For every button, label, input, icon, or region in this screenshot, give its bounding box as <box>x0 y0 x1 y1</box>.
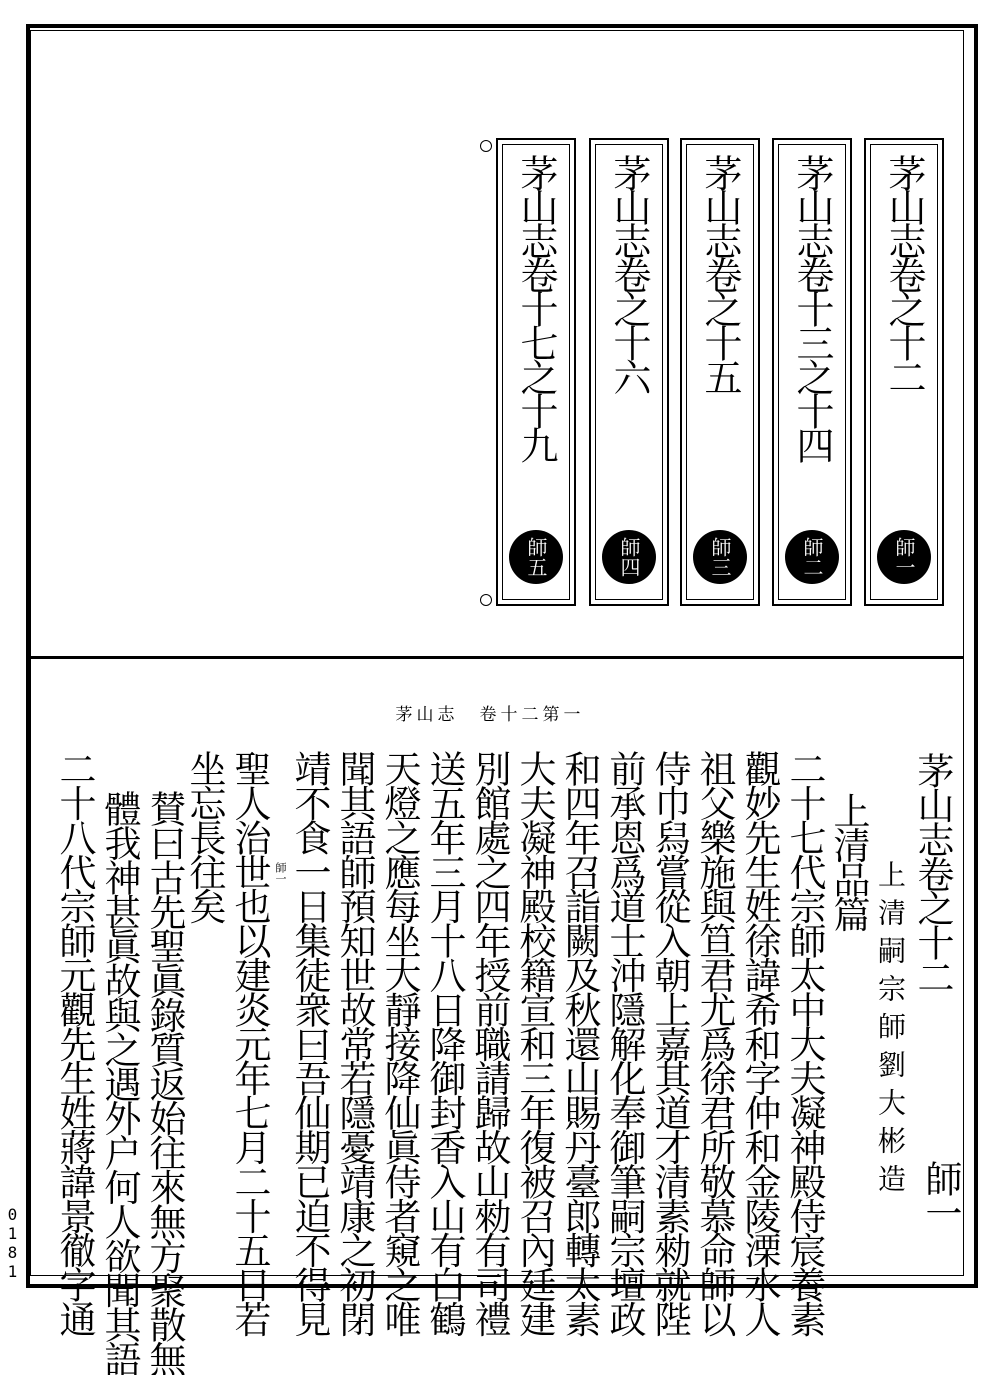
text-column: 師一 <box>919 1160 962 1229</box>
volume-seal: 師三 <box>693 530 747 584</box>
page-divider <box>31 656 963 659</box>
text-column: 體我神甚眞故與之遇外户何人欲聞其語 <box>98 790 141 1375</box>
text-column: 靖不食一日集徒衆曰吾仙期已迫不得見 <box>288 750 331 1335</box>
text-column: 大夫凝神殿校籍宣和三年復被召內廷建 <box>513 750 556 1335</box>
volume-seal: 師五 <box>509 530 563 584</box>
volume-seal: 師一 <box>877 530 931 584</box>
text-column: 二十八代宗師元觀先生姓蔣諱景徹字通 <box>53 750 96 1335</box>
text-column: 茅山志卷之十二 <box>911 752 954 993</box>
volume-title: 茅山志卷之十二 <box>882 154 926 392</box>
text-column: 觀妙先生姓徐諱希和字仲和金陵溧水人 <box>738 750 781 1335</box>
volume-label-1 <box>864 138 944 606</box>
text-column: 聞其語師預知世故常若隱憂靖康之初閉 <box>333 750 376 1335</box>
text-column: 賛曰古先聖眞錄質返始往來無方聚散無 <box>143 790 186 1375</box>
text-column: 上清品篇 <box>827 792 870 930</box>
text-column: 送五年三月十八日降御封香入山有白鶴 <box>423 750 466 1335</box>
text-column: 祖父樂施與笪君尤爲徐君所敬慕命師以 <box>693 750 736 1335</box>
text-column: 上清嗣宗師劉大彬造 <box>874 860 907 1202</box>
page-number: 0181 <box>3 1205 22 1281</box>
volume-seal: 師四 <box>602 530 656 584</box>
fold-margin-note: 師一 <box>274 862 287 884</box>
binding-hole-bottom <box>480 594 492 606</box>
text-column: 前承恩爲道士沖隱解化奉御筆嗣宗壇政 <box>603 750 646 1335</box>
volume-seal: 師二 <box>785 530 839 584</box>
volume-title: 茅山志卷之十五 <box>698 154 742 392</box>
text-column: 坐忘長往矣 <box>183 750 226 923</box>
text-column: 和四年召詣闕及秋還山賜丹臺郎轉太素 <box>558 750 601 1335</box>
text-column: 天燈之應每坐大靜接降仙眞侍者窺之唯 <box>378 750 421 1335</box>
volume-label-2 <box>772 138 852 606</box>
text-column: 侍巾舄嘗從入朝上嘉其道才清素勑就陛 <box>648 750 691 1335</box>
text-column: 聖人治世也以建炎元年七月二十五日若 <box>228 750 271 1335</box>
running-head: 茅山志 卷十二第一 <box>395 705 585 725</box>
text-column: 二十七代宗師太中大夫凝神殿侍宸養素 <box>783 750 826 1335</box>
volume-title: 茅山志卷十七之十九 <box>514 154 558 460</box>
volume-title: 茅山志卷之十六 <box>607 154 651 392</box>
volume-label-5 <box>496 138 576 606</box>
volume-label-3 <box>680 138 760 606</box>
binding-hole-top <box>480 140 492 152</box>
text-column: 別館處之四年授前職請歸故山勑有司禮 <box>468 750 511 1335</box>
volume-label-4 <box>589 138 669 606</box>
volume-title: 茅山志卷十三之十四 <box>790 154 834 460</box>
